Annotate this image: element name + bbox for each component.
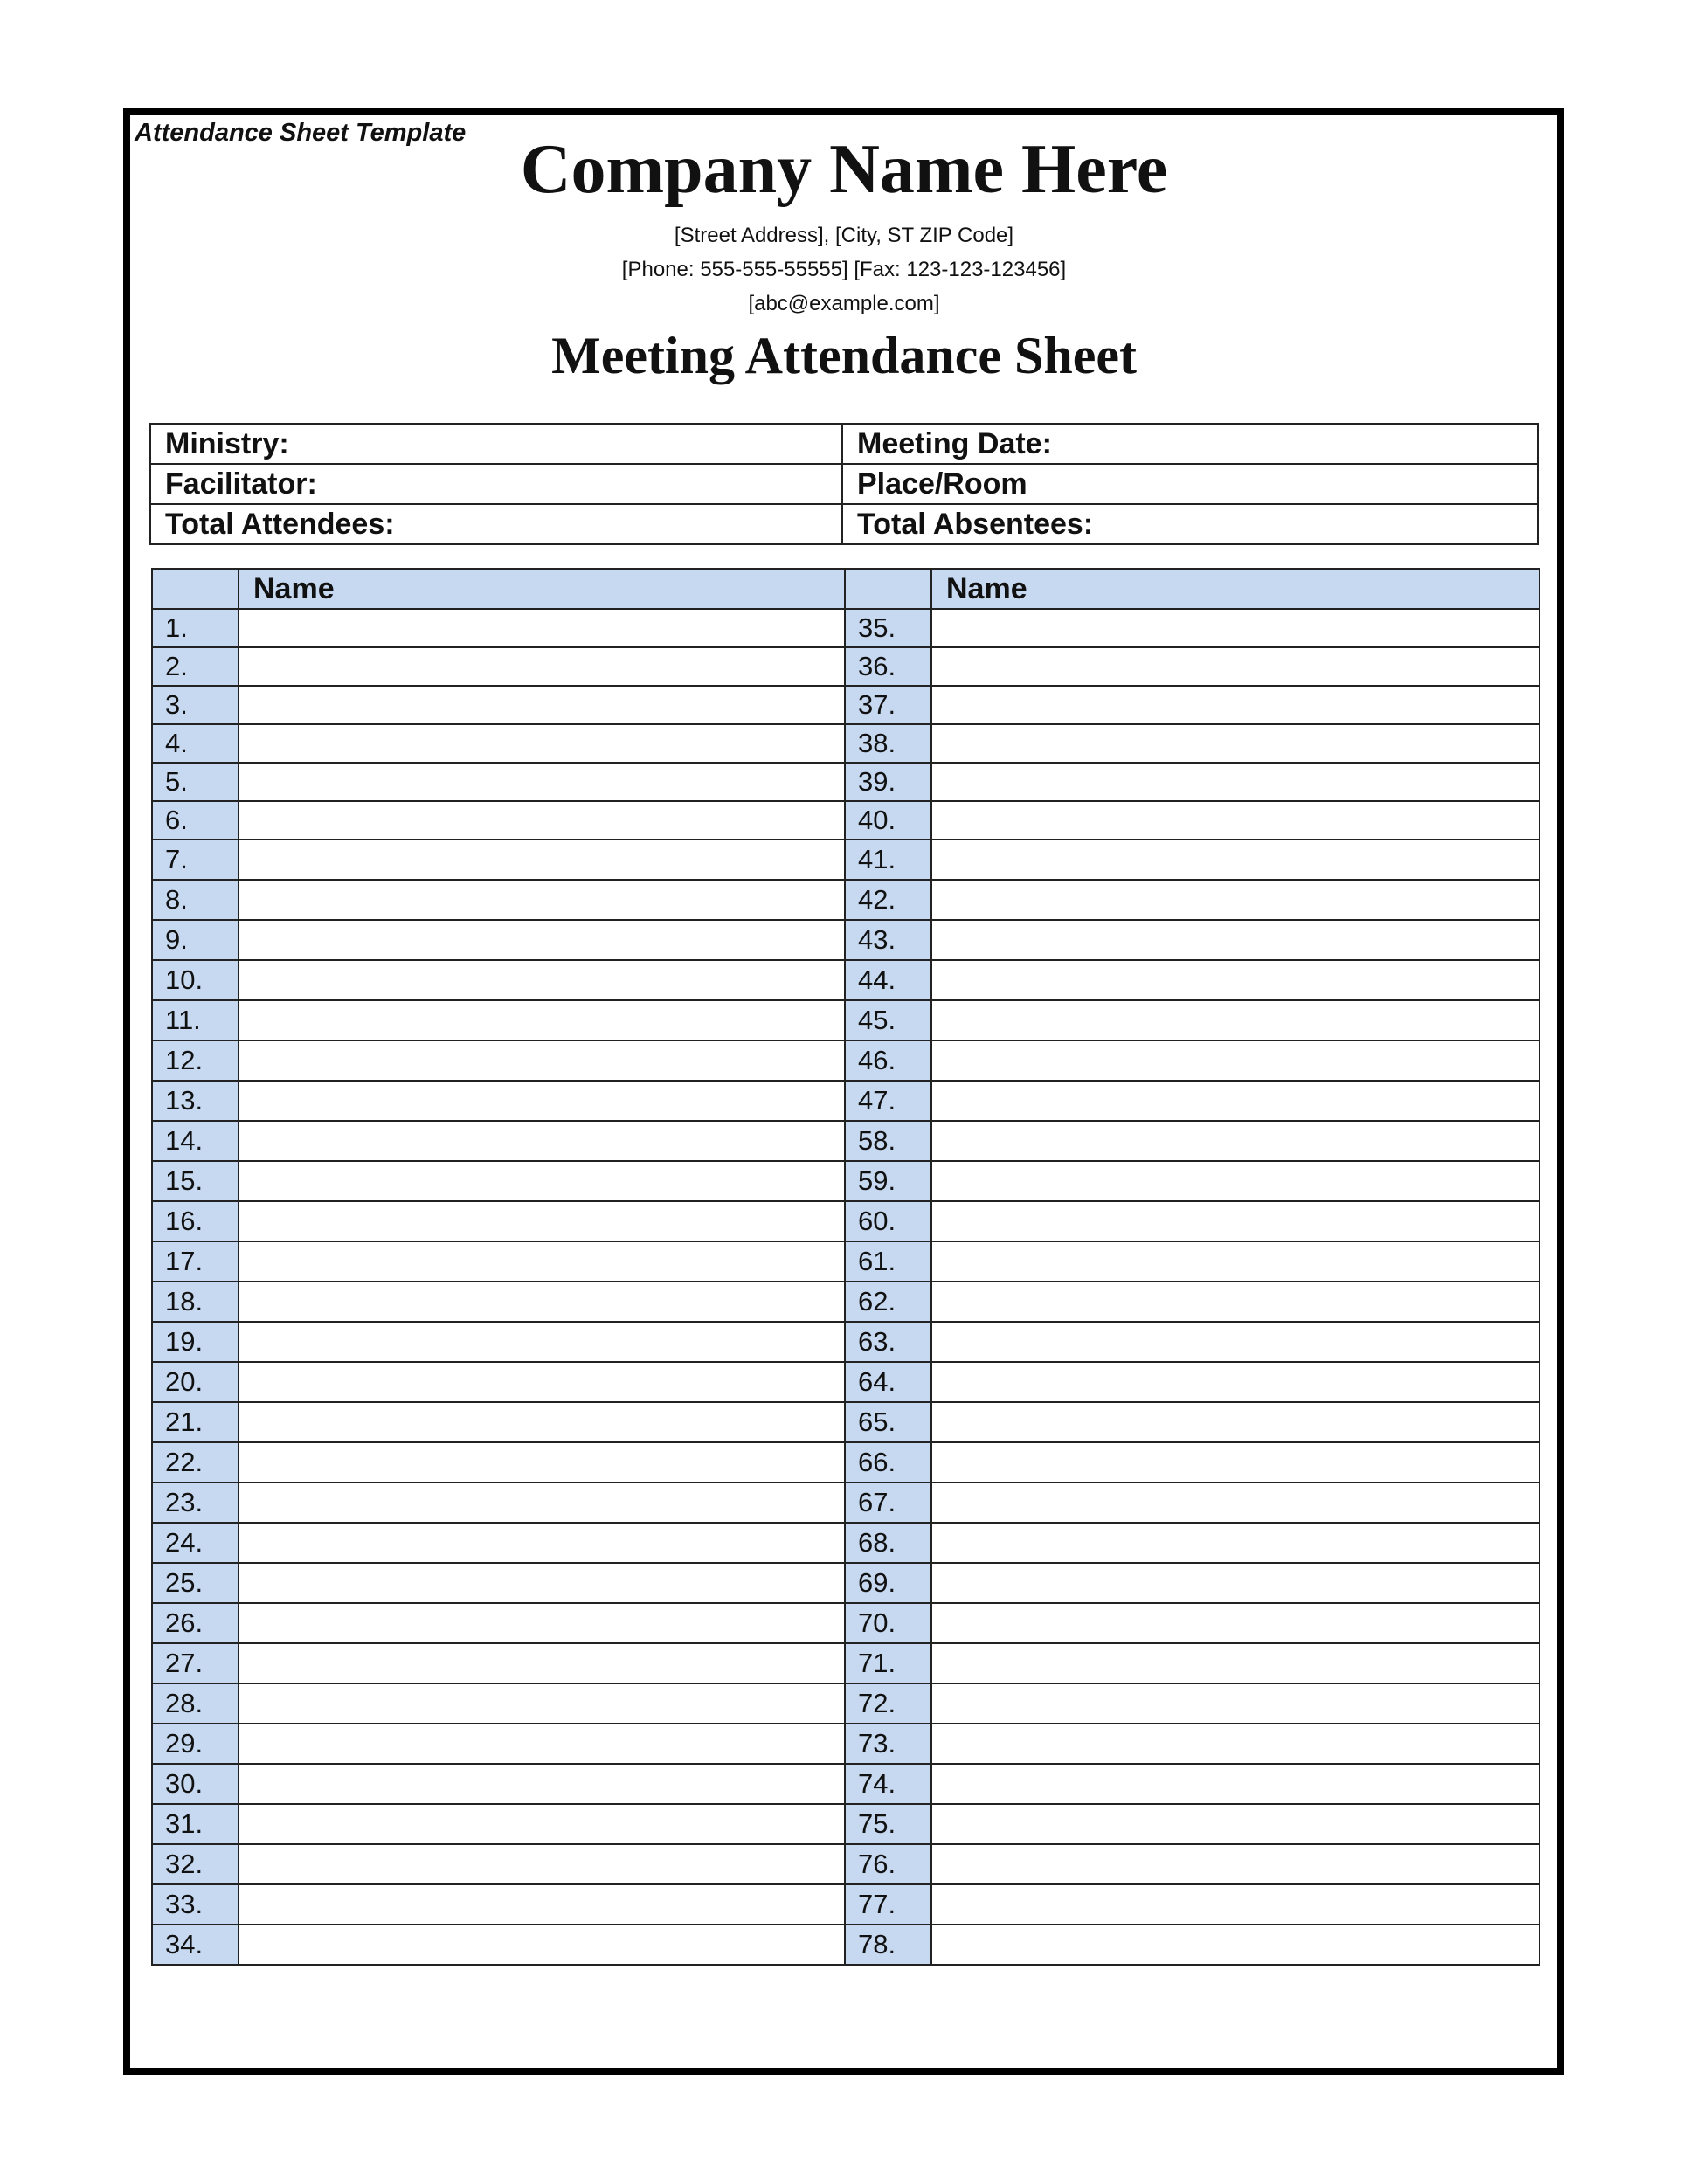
name-entry-left[interactable]: [239, 1523, 845, 1563]
name-entry-left[interactable]: [239, 1804, 845, 1844]
name-entry-left[interactable]: [239, 686, 845, 724]
row-number-left: 15.: [152, 1161, 239, 1201]
row-number-right: 63.: [845, 1322, 931, 1362]
name-entry-left[interactable]: [239, 960, 845, 1000]
table-row: [152, 1482, 1539, 1523]
name-header-left: Name: [239, 569, 845, 609]
name-entry-right[interactable]: [931, 763, 1539, 801]
table-row: [152, 1362, 1539, 1402]
name-entry-right[interactable]: [931, 1040, 1539, 1081]
row-number-right: 46.: [845, 1040, 931, 1081]
row-number-left: 27.: [152, 1643, 239, 1683]
table-row: [152, 960, 1539, 1000]
row-number-left: 26.: [152, 1603, 239, 1643]
row-number-left: 24.: [152, 1523, 239, 1563]
row-number-left: 8.: [152, 880, 239, 920]
row-number-right: 65.: [845, 1402, 931, 1442]
info-row: [150, 504, 1538, 544]
meeting-info-table: [149, 423, 1539, 545]
name-entry-left[interactable]: [239, 1563, 845, 1603]
name-entry-right[interactable]: [931, 1362, 1539, 1402]
row-number-left: 6.: [152, 801, 239, 840]
name-entry-right[interactable]: [931, 801, 1539, 840]
row-number-left: 29.: [152, 1724, 239, 1764]
table-row: [152, 1523, 1539, 1563]
row-number-right: 60.: [845, 1201, 931, 1241]
name-entry-left[interactable]: [239, 1764, 845, 1804]
facilitator-field[interactable]: Facilitator:: [150, 464, 842, 504]
row-number-right: 73.: [845, 1724, 931, 1764]
row-number-right: 64.: [845, 1362, 931, 1402]
row-number-right: 72.: [845, 1683, 931, 1724]
row-number-right: 58.: [845, 1121, 931, 1161]
row-number-right: 47.: [845, 1081, 931, 1121]
row-number-left: 1.: [152, 609, 239, 647]
row-number-right: 40.: [845, 801, 931, 840]
name-entry-right[interactable]: [931, 1322, 1539, 1362]
table-row: [152, 1844, 1539, 1884]
name-entry-left[interactable]: [239, 880, 845, 920]
row-number-right: 37.: [845, 686, 931, 724]
name-entry-left[interactable]: [239, 840, 845, 880]
name-entry-right[interactable]: [931, 647, 1539, 686]
table-row: [152, 763, 1539, 801]
row-number-right: 71.: [845, 1643, 931, 1683]
name-entry-right[interactable]: [931, 1000, 1539, 1040]
row-number-left: 28.: [152, 1683, 239, 1724]
table-row: [152, 1442, 1539, 1482]
name-entry-left[interactable]: [239, 920, 845, 960]
table-row: [152, 1402, 1539, 1442]
row-number-right: 59.: [845, 1161, 931, 1201]
row-number-left: 33.: [152, 1884, 239, 1925]
row-number-left: 5.: [152, 763, 239, 801]
name-entry-right[interactable]: [931, 1523, 1539, 1563]
place-room-field[interactable]: Place/Room: [842, 464, 1538, 504]
name-entry-right[interactable]: [931, 686, 1539, 724]
table-row: [152, 1121, 1539, 1161]
row-number-left: 17.: [152, 1241, 239, 1282]
name-entry-left[interactable]: [239, 1603, 845, 1643]
name-entry-right[interactable]: [931, 1402, 1539, 1442]
table-row: [152, 647, 1539, 686]
name-entry-left[interactable]: [239, 647, 845, 686]
table-row: [152, 1161, 1539, 1201]
row-number-left: 23.: [152, 1482, 239, 1523]
name-entry-right[interactable]: [931, 880, 1539, 920]
row-number-right: 74.: [845, 1764, 931, 1804]
name-entry-right[interactable]: [931, 1563, 1539, 1603]
name-entry-right[interactable]: [931, 1442, 1539, 1482]
row-number-right: 44.: [845, 960, 931, 1000]
row-number-left: 18.: [152, 1282, 239, 1322]
row-number-right: 45.: [845, 1000, 931, 1040]
name-entry-right[interactable]: [931, 1804, 1539, 1844]
number-header-left: [152, 569, 239, 609]
row-number-left: 21.: [152, 1402, 239, 1442]
row-number-left: 31.: [152, 1804, 239, 1844]
name-entry-left[interactable]: [239, 609, 845, 647]
table-row: [152, 1925, 1539, 1965]
row-number-left: 2.: [152, 647, 239, 686]
row-number-right: 70.: [845, 1603, 931, 1643]
name-entry-right[interactable]: [931, 724, 1539, 763]
table-row: [152, 686, 1539, 724]
row-number-left: 9.: [152, 920, 239, 960]
row-number-right: 66.: [845, 1442, 931, 1482]
name-entry-left[interactable]: [239, 1844, 845, 1884]
row-number-left: 14.: [152, 1121, 239, 1161]
table-row: [152, 1764, 1539, 1804]
total-attendees-field[interactable]: Total Attendees:: [150, 504, 842, 544]
name-entry-right[interactable]: [931, 1161, 1539, 1201]
table-row: [152, 724, 1539, 763]
email-line: [abc@example.com]: [748, 292, 940, 315]
row-number-left: 13.: [152, 1081, 239, 1121]
table-row: [152, 1724, 1539, 1764]
name-entry-left[interactable]: [239, 724, 845, 763]
name-entry-left[interactable]: [239, 1724, 845, 1764]
template-label: Attendance Sheet Template: [135, 119, 467, 147]
name-entry-left[interactable]: [239, 1241, 845, 1282]
name-entry-left[interactable]: [239, 1081, 845, 1121]
table-row: [152, 920, 1539, 960]
row-number-right: 78.: [845, 1925, 931, 1965]
table-row: [152, 1884, 1539, 1925]
info-row: [150, 424, 1538, 464]
row-number-left: 16.: [152, 1201, 239, 1241]
table-row: [152, 801, 1539, 840]
number-header-right: [845, 569, 931, 609]
attendance-header-row: [152, 569, 1539, 609]
ministry-field[interactable]: Ministry:: [150, 424, 842, 464]
row-number-left: 4.: [152, 724, 239, 763]
meeting-date-field[interactable]: Meeting Date:: [842, 424, 1538, 464]
row-number-right: 77.: [845, 1884, 931, 1925]
row-number-right: 38.: [845, 724, 931, 763]
row-number-left: 3.: [152, 686, 239, 724]
row-number-right: 67.: [845, 1482, 931, 1523]
name-entry-left[interactable]: [239, 1442, 845, 1482]
name-entry-left[interactable]: [239, 1402, 845, 1442]
row-number-left: 25.: [152, 1563, 239, 1603]
table-row: [152, 1040, 1539, 1081]
name-entry-right[interactable]: [931, 1844, 1539, 1884]
name-entry-right[interactable]: [931, 1282, 1539, 1322]
row-number-left: 7.: [152, 840, 239, 880]
name-entry-left[interactable]: [239, 1925, 845, 1965]
row-number-right: 43.: [845, 920, 931, 960]
name-entry-right[interactable]: [931, 1683, 1539, 1724]
name-entry-left[interactable]: [239, 801, 845, 840]
row-number-right: 68.: [845, 1523, 931, 1563]
name-entry-left[interactable]: [239, 1121, 845, 1161]
name-entry-right[interactable]: [931, 840, 1539, 880]
table-row: [152, 1804, 1539, 1844]
table-row: [152, 1563, 1539, 1603]
row-number-left: 34.: [152, 1925, 239, 1965]
table-row: [152, 1643, 1539, 1683]
row-number-right: 62.: [845, 1282, 931, 1322]
name-entry-left[interactable]: [239, 1201, 845, 1241]
name-entry-left[interactable]: [239, 1040, 845, 1081]
table-row: [152, 1000, 1539, 1040]
phone-fax-line: [Phone: 555-555-55555] [Fax: 123-123-123456]: [621, 258, 1067, 281]
sheet-title: Meeting Attendance Sheet: [551, 327, 1137, 384]
table-row: [152, 1282, 1539, 1322]
name-entry-left[interactable]: [239, 1683, 845, 1724]
row-number-left: 22.: [152, 1442, 239, 1482]
row-number-left: 10.: [152, 960, 239, 1000]
row-number-left: 20.: [152, 1362, 239, 1402]
name-entry-right[interactable]: [931, 920, 1539, 960]
name-entry-right[interactable]: [931, 1884, 1539, 1925]
row-number-left: 19.: [152, 1322, 239, 1362]
attendance-table: [151, 568, 1540, 1966]
table-row: [152, 840, 1539, 880]
table-row: [152, 1201, 1539, 1241]
name-entry-left[interactable]: [239, 1282, 845, 1322]
name-entry-left[interactable]: [239, 1161, 845, 1201]
name-entry-right[interactable]: [931, 1764, 1539, 1804]
row-number-right: 35.: [845, 609, 931, 647]
table-row: [152, 1603, 1539, 1643]
row-number-left: 30.: [152, 1764, 239, 1804]
row-number-right: 69.: [845, 1563, 931, 1603]
name-entry-right[interactable]: [931, 609, 1539, 647]
row-number-left: 32.: [152, 1844, 239, 1884]
name-entry-left[interactable]: [239, 1322, 845, 1362]
name-entry-right[interactable]: [931, 1081, 1539, 1121]
info-row: [150, 464, 1538, 504]
address-line: [Street Address], [City, ST ZIP Code]: [674, 224, 1014, 247]
name-entry-left[interactable]: [239, 763, 845, 801]
name-entry-right[interactable]: [931, 1724, 1539, 1764]
name-entry-left[interactable]: [239, 1362, 845, 1402]
row-number-right: 76.: [845, 1844, 931, 1884]
name-entry-left[interactable]: [239, 1482, 845, 1523]
name-entry-left[interactable]: [239, 1643, 845, 1683]
name-entry-left[interactable]: [239, 1000, 845, 1040]
table-row: [152, 880, 1539, 920]
total-absentees-field[interactable]: Total Absentees:: [842, 504, 1538, 544]
row-number-right: 36.: [845, 647, 931, 686]
table-row: [152, 1322, 1539, 1362]
row-number-left: 11.: [152, 1000, 239, 1040]
name-header-right: Name: [931, 569, 1539, 609]
name-entry-right[interactable]: [931, 1482, 1539, 1523]
name-entry-right[interactable]: [931, 960, 1539, 1000]
table-row: [152, 1081, 1539, 1121]
name-entry-right[interactable]: [931, 1925, 1539, 1965]
name-entry-right[interactable]: [931, 1241, 1539, 1282]
table-row: [152, 1683, 1539, 1724]
name-entry-right[interactable]: [931, 1121, 1539, 1161]
row-number-right: 42.: [845, 880, 931, 920]
row-number-right: 41.: [845, 840, 931, 880]
row-number-right: 39.: [845, 763, 931, 801]
row-number-right: 61.: [845, 1241, 931, 1282]
row-number-right: 75.: [845, 1804, 931, 1844]
row-number-left: 12.: [152, 1040, 239, 1081]
table-row: [152, 609, 1539, 647]
name-entry-right[interactable]: [931, 1603, 1539, 1643]
table-row: [152, 1241, 1539, 1282]
name-entry-right[interactable]: [931, 1201, 1539, 1241]
company-name: Company Name Here: [520, 131, 1168, 208]
name-entry-right[interactable]: [931, 1643, 1539, 1683]
name-entry-left[interactable]: [239, 1884, 845, 1925]
